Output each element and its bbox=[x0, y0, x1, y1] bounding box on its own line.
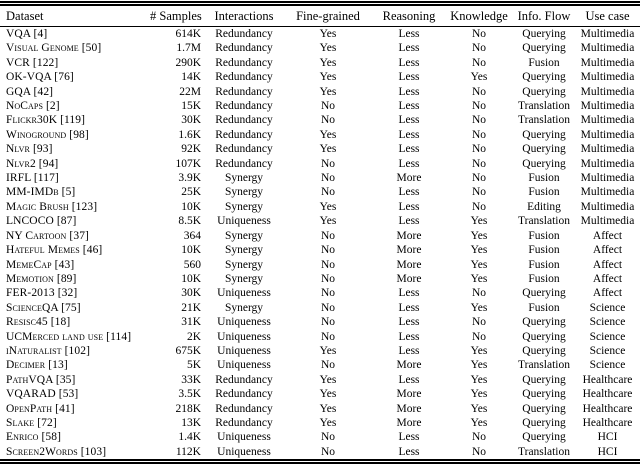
value-cell: Uniqueness bbox=[217, 431, 271, 444]
dataset-name-cell: Magic Brush [123] bbox=[6, 200, 98, 213]
column-header-dataset: Dataset bbox=[0, 4, 150, 27]
value-cell: Querying bbox=[522, 28, 566, 40]
value-cell: Less bbox=[398, 287, 420, 300]
value-cell: 364 bbox=[183, 229, 201, 242]
value-cell: Editing bbox=[527, 200, 561, 213]
value-cell: Yes bbox=[470, 402, 488, 415]
dataset-name-cell: Decimer [13] bbox=[6, 359, 68, 372]
value-cell: Multimedia bbox=[580, 172, 635, 185]
value-cell: Redundancy bbox=[215, 100, 273, 113]
value-cell: Querying bbox=[522, 143, 566, 156]
value-cell: More bbox=[396, 359, 422, 372]
dataset-name-cell: Slake [72] bbox=[6, 416, 57, 429]
value-cell: No bbox=[471, 445, 487, 458]
column-header-reasoning: Reasoning bbox=[373, 4, 445, 27]
value-cell: 14K bbox=[181, 71, 201, 84]
value-cell: Uniqueness bbox=[217, 215, 271, 228]
value-cell: Science bbox=[589, 301, 626, 314]
value-cell: Synergy bbox=[224, 200, 264, 213]
value-cell: More bbox=[396, 272, 422, 285]
dataset-name-cell: GQA [42] bbox=[6, 85, 54, 98]
value-cell: Science bbox=[589, 330, 626, 343]
dataset-name-cell: NY Cartoon [37] bbox=[6, 229, 89, 242]
value-cell: No bbox=[471, 114, 487, 127]
value-cell: Redundancy bbox=[215, 128, 273, 141]
value-cell: 25K bbox=[181, 186, 201, 199]
value-cell: 10K bbox=[181, 244, 201, 257]
value-cell: Querying bbox=[522, 128, 566, 141]
value-cell: Multimedia bbox=[580, 42, 635, 55]
value-cell: 15K bbox=[181, 100, 201, 113]
value-cell: Synergy bbox=[224, 186, 264, 199]
value-cell: Synergy bbox=[224, 172, 264, 185]
value-cell: Less bbox=[398, 28, 420, 40]
value-cell: No bbox=[320, 316, 336, 329]
value-cell: No bbox=[471, 431, 487, 444]
value-cell: Querying bbox=[522, 71, 566, 84]
value-cell: No bbox=[320, 272, 336, 285]
table-row bbox=[0, 56, 640, 70]
dataset-name-cell: MM-IMDb [5] bbox=[6, 186, 76, 199]
value-cell: Less bbox=[398, 301, 420, 314]
dataset-name-cell: LNCOCO [87] bbox=[6, 215, 77, 228]
value-cell: More bbox=[396, 229, 422, 242]
value-cell: Less bbox=[398, 71, 420, 84]
table-row bbox=[0, 430, 640, 444]
dataset-name-cell: VCR [122] bbox=[6, 56, 59, 69]
value-cell: Uniqueness bbox=[217, 287, 271, 300]
datasets-comparison-table bbox=[0, 1, 640, 464]
value-cell: Fusion bbox=[528, 186, 560, 199]
value-cell: 33K bbox=[181, 373, 201, 386]
value-cell: Less bbox=[398, 445, 420, 458]
table-row bbox=[0, 286, 640, 300]
value-cell: More bbox=[396, 388, 422, 401]
value-cell: 1.4K bbox=[178, 431, 201, 444]
value-cell: Less bbox=[398, 143, 420, 156]
value-cell: Redundancy bbox=[215, 85, 273, 98]
value-cell: 5K bbox=[186, 359, 201, 372]
value-cell: More bbox=[396, 402, 422, 415]
value-cell: Multimedia bbox=[580, 186, 635, 199]
value-cell: 112K bbox=[175, 445, 201, 458]
value-cell: 31K bbox=[181, 316, 201, 329]
value-cell: Fusion bbox=[528, 258, 560, 271]
value-cell: Querying bbox=[522, 85, 566, 98]
column-header-info-flow: Info. Flow bbox=[513, 4, 575, 27]
value-cell: Translation bbox=[518, 114, 570, 127]
column-header-knowledge: Knowledge bbox=[445, 4, 513, 27]
value-cell: Yes bbox=[470, 344, 488, 357]
value-cell: Multimedia bbox=[580, 28, 635, 40]
table-row bbox=[0, 185, 640, 199]
value-cell: 10K bbox=[181, 200, 201, 213]
dataset-name-cell: Visual Genome [50] bbox=[6, 42, 102, 55]
value-cell: Querying bbox=[522, 42, 566, 55]
table-row bbox=[0, 416, 640, 430]
table-row bbox=[0, 258, 640, 272]
table-row bbox=[0, 315, 640, 329]
value-cell: No bbox=[320, 258, 336, 271]
table-row bbox=[0, 387, 640, 401]
dataset-name-cell: Flickr30K [119] bbox=[6, 114, 86, 127]
value-cell: 218K bbox=[175, 402, 201, 415]
value-cell: 614K bbox=[175, 28, 201, 40]
value-cell: Yes bbox=[319, 143, 337, 156]
value-cell: 22M bbox=[179, 85, 201, 98]
value-cell: Redundancy bbox=[215, 28, 273, 40]
value-cell: Affect bbox=[592, 244, 623, 257]
value-cell: Less bbox=[398, 85, 420, 98]
value-cell: No bbox=[320, 445, 336, 458]
value-cell: Redundancy bbox=[215, 114, 273, 127]
dataset-name-cell: Resisc45 [18] bbox=[6, 316, 71, 329]
value-cell: Fusion bbox=[528, 172, 560, 185]
value-cell: 3.9K bbox=[178, 172, 201, 185]
value-cell: Yes bbox=[319, 215, 337, 228]
dataset-name-cell: iNaturalist [102] bbox=[6, 344, 91, 357]
value-cell: Querying bbox=[522, 330, 566, 343]
value-cell: 107K bbox=[175, 157, 201, 170]
value-cell: Yes bbox=[470, 301, 488, 314]
value-cell: More bbox=[396, 258, 422, 271]
value-cell: Less bbox=[398, 200, 420, 213]
value-cell: Less bbox=[398, 431, 420, 444]
column-header-use-case: Use case bbox=[575, 4, 640, 27]
value-cell: Less bbox=[398, 42, 420, 55]
value-cell: Less bbox=[398, 215, 420, 228]
dataset-name-cell: VQA [4] bbox=[6, 28, 48, 40]
value-cell: Multimedia bbox=[580, 85, 635, 98]
dataset-name-cell: OpenPath [41] bbox=[6, 402, 75, 415]
value-cell: Yes bbox=[470, 258, 488, 271]
table-row bbox=[0, 113, 640, 127]
dataset-name-cell: NoCaps [2] bbox=[6, 100, 60, 113]
value-cell: Yes bbox=[319, 71, 337, 84]
dataset-name-cell: ScienceQA [75] bbox=[6, 301, 81, 314]
value-cell: No bbox=[471, 100, 487, 113]
dataset-name-cell: Hateful Memes [46] bbox=[6, 244, 103, 257]
table-row bbox=[0, 272, 640, 286]
value-cell: No bbox=[320, 186, 336, 199]
value-cell: No bbox=[471, 287, 487, 300]
value-cell: Less bbox=[398, 186, 420, 199]
value-cell: Yes bbox=[319, 373, 337, 386]
value-cell: Yes bbox=[470, 388, 488, 401]
value-cell: Yes bbox=[470, 229, 488, 242]
value-cell: 13K bbox=[181, 416, 201, 429]
value-cell: Uniqueness bbox=[217, 330, 271, 343]
value-cell: Science bbox=[589, 316, 626, 329]
value-cell: 30K bbox=[181, 114, 201, 127]
dataset-name-cell: VQARAD [53] bbox=[6, 388, 79, 401]
value-cell: Yes bbox=[470, 272, 488, 285]
value-cell: Healthcare bbox=[582, 416, 633, 429]
dataset-name-cell: IRFL [117] bbox=[6, 172, 59, 185]
table-row bbox=[0, 445, 640, 462]
value-cell: Querying bbox=[522, 402, 566, 415]
dataset-name-cell: FER-2013 [32] bbox=[6, 287, 78, 300]
table-row bbox=[0, 330, 640, 344]
value-cell: Redundancy bbox=[215, 373, 273, 386]
value-cell: Querying bbox=[522, 287, 566, 300]
table-row bbox=[0, 27, 640, 42]
value-cell: 1.7M bbox=[176, 42, 201, 55]
value-cell: Yes bbox=[319, 56, 337, 69]
value-cell: Less bbox=[398, 114, 420, 127]
value-cell: Translation bbox=[518, 445, 570, 458]
value-cell: Querying bbox=[522, 316, 566, 329]
value-cell: Fusion bbox=[528, 244, 560, 257]
value-cell: Yes bbox=[319, 42, 337, 55]
value-cell: Fusion bbox=[528, 56, 560, 69]
value-cell: No bbox=[471, 316, 487, 329]
value-cell: 21K bbox=[181, 301, 201, 314]
dataset-name-cell: Nlvr [93] bbox=[6, 143, 53, 156]
value-cell: Yes bbox=[319, 344, 337, 357]
value-cell: Uniqueness bbox=[217, 445, 271, 458]
value-cell: No bbox=[471, 42, 487, 55]
value-cell: Multimedia bbox=[580, 215, 635, 228]
value-cell: Less bbox=[398, 373, 420, 386]
table-row bbox=[0, 157, 640, 171]
value-cell: 675K bbox=[175, 344, 201, 357]
table-row bbox=[0, 70, 640, 84]
value-cell: Redundancy bbox=[215, 143, 273, 156]
value-cell: No bbox=[471, 128, 487, 141]
dataset-name-cell: MemeCap [43] bbox=[6, 258, 75, 271]
table-row bbox=[0, 243, 640, 257]
value-cell: 8.5K bbox=[178, 215, 201, 228]
table-row bbox=[0, 229, 640, 243]
table-row bbox=[0, 402, 640, 416]
value-cell: No bbox=[471, 143, 487, 156]
value-cell: Multimedia bbox=[580, 100, 635, 113]
value-cell: Affect bbox=[592, 272, 623, 285]
dataset-name-cell: OK-VQA [76] bbox=[6, 71, 74, 84]
value-cell: Synergy bbox=[224, 244, 264, 257]
value-cell: Less bbox=[398, 157, 420, 170]
value-cell: 10K bbox=[181, 272, 201, 285]
value-cell: Redundancy bbox=[215, 157, 273, 170]
column-header-samples: # Samples bbox=[150, 4, 205, 27]
table-row bbox=[0, 128, 640, 142]
value-cell: No bbox=[471, 85, 487, 98]
value-cell: Redundancy bbox=[215, 42, 273, 55]
table-row bbox=[0, 344, 640, 358]
value-cell: Fusion bbox=[528, 272, 560, 285]
value-cell: HCI bbox=[597, 431, 618, 444]
value-cell: No bbox=[320, 114, 336, 127]
dataset-name-cell: Winoground [98] bbox=[6, 128, 89, 141]
value-cell: Less bbox=[398, 344, 420, 357]
dataset-name-cell: UCMerced land use [114] bbox=[6, 330, 132, 343]
value-cell: Yes bbox=[470, 416, 488, 429]
value-cell: Yes bbox=[470, 71, 488, 84]
value-cell: 560 bbox=[183, 258, 201, 271]
value-cell: Less bbox=[398, 316, 420, 329]
value-cell: No bbox=[471, 186, 487, 199]
value-cell: Yes bbox=[319, 128, 337, 141]
value-cell: Multimedia bbox=[580, 56, 635, 69]
table-row bbox=[0, 358, 640, 372]
value-cell: HCI bbox=[597, 445, 618, 458]
value-cell: More bbox=[396, 416, 422, 429]
value-cell: Yes bbox=[319, 200, 337, 213]
value-cell: Synergy bbox=[224, 229, 264, 242]
value-cell: Redundancy bbox=[215, 416, 273, 429]
value-cell: Science bbox=[589, 344, 626, 357]
value-cell: Translation bbox=[518, 100, 570, 113]
value-cell: More bbox=[396, 172, 422, 185]
value-cell: Synergy bbox=[224, 301, 264, 314]
dataset-name-cell: PathVQA [35] bbox=[6, 373, 76, 386]
value-cell: Multimedia bbox=[580, 128, 635, 141]
value-cell: Fusion bbox=[528, 229, 560, 242]
value-cell: No bbox=[320, 157, 336, 170]
value-cell: Multimedia bbox=[580, 157, 635, 170]
value-cell: Less bbox=[398, 330, 420, 343]
table-row bbox=[0, 142, 640, 156]
value-cell: No bbox=[320, 287, 336, 300]
value-cell: Yes bbox=[470, 244, 488, 257]
value-cell: Healthcare bbox=[582, 373, 633, 386]
value-cell: No bbox=[320, 229, 336, 242]
value-cell: Multimedia bbox=[580, 114, 635, 127]
value-cell: Uniqueness bbox=[217, 316, 271, 329]
value-cell: 290K bbox=[175, 56, 201, 69]
value-cell: Yes bbox=[470, 215, 488, 228]
value-cell: Yes bbox=[470, 359, 488, 372]
value-cell: Science bbox=[589, 359, 626, 372]
value-cell: Translation bbox=[518, 359, 570, 372]
value-cell: Querying bbox=[522, 388, 566, 401]
table-row bbox=[0, 85, 640, 99]
value-cell: Redundancy bbox=[215, 71, 273, 84]
table-row bbox=[0, 41, 640, 55]
value-cell: No bbox=[320, 172, 336, 185]
value-cell: Querying bbox=[522, 373, 566, 386]
table-row bbox=[0, 200, 640, 214]
value-cell: No bbox=[471, 157, 487, 170]
value-cell: Yes bbox=[319, 28, 337, 40]
value-cell: Translation bbox=[518, 215, 570, 228]
dataset-name-cell: Screen2Words [103] bbox=[6, 445, 107, 458]
value-cell: Multimedia bbox=[580, 200, 635, 213]
value-cell: Healthcare bbox=[582, 388, 633, 401]
column-header-interactions: Interactions bbox=[205, 4, 283, 27]
value-cell: Redundancy bbox=[215, 388, 273, 401]
value-cell: No bbox=[471, 200, 487, 213]
column-header-fine-grained: Fine-grained bbox=[283, 4, 373, 27]
value-cell: Yes bbox=[319, 402, 337, 415]
value-cell: More bbox=[396, 244, 422, 257]
table-row bbox=[0, 301, 640, 315]
value-cell: Less bbox=[398, 56, 420, 69]
value-cell: Fusion bbox=[528, 301, 560, 314]
dataset-name-cell: Nlvr2 [94] bbox=[6, 157, 59, 170]
dataset-name-cell: Memotion [89] bbox=[6, 272, 77, 285]
value-cell: Synergy bbox=[224, 272, 264, 285]
table-header-row bbox=[0, 4, 640, 27]
value-cell: No bbox=[320, 330, 336, 343]
value-cell: No bbox=[471, 56, 487, 69]
value-cell: No bbox=[320, 100, 336, 113]
value-cell: Less bbox=[398, 100, 420, 113]
value-cell: No bbox=[320, 244, 336, 257]
value-cell: Querying bbox=[522, 344, 566, 357]
value-cell: Yes bbox=[319, 85, 337, 98]
value-cell: No bbox=[471, 330, 487, 343]
value-cell: Uniqueness bbox=[217, 344, 271, 357]
value-cell: Querying bbox=[522, 431, 566, 444]
value-cell: Yes bbox=[319, 416, 337, 429]
value-cell: Uniqueness bbox=[217, 359, 271, 372]
table-row bbox=[0, 373, 640, 387]
value-cell: Redundancy bbox=[215, 402, 273, 415]
value-cell: Yes bbox=[319, 388, 337, 401]
value-cell: No bbox=[471, 28, 487, 40]
value-cell: 30K bbox=[181, 287, 201, 300]
value-cell: Less bbox=[398, 128, 420, 141]
table-row bbox=[0, 214, 640, 228]
table-row bbox=[0, 171, 640, 185]
value-cell: No bbox=[320, 359, 336, 372]
table-row bbox=[0, 99, 640, 113]
value-cell: 3.5K bbox=[178, 388, 201, 401]
value-cell: Healthcare bbox=[582, 402, 633, 415]
value-cell: No bbox=[471, 172, 487, 185]
value-cell: Multimedia bbox=[580, 71, 635, 84]
value-cell: Affect bbox=[592, 229, 623, 242]
value-cell: 2K bbox=[186, 330, 201, 343]
value-cell: Redundancy bbox=[215, 56, 273, 69]
dataset-name-cell: Enrico [58] bbox=[6, 431, 62, 444]
value-cell: No bbox=[320, 301, 336, 314]
value-cell: Querying bbox=[522, 416, 566, 429]
value-cell: Querying bbox=[522, 157, 566, 170]
value-cell: No bbox=[320, 431, 336, 444]
value-cell: Affect bbox=[592, 258, 623, 271]
value-cell: Affect bbox=[592, 287, 623, 300]
table-body bbox=[0, 27, 640, 462]
value-cell: Yes bbox=[470, 373, 488, 386]
value-cell: Synergy bbox=[224, 258, 264, 271]
value-cell: 92K bbox=[181, 143, 201, 156]
value-cell: 1.6K bbox=[178, 128, 201, 141]
value-cell: Multimedia bbox=[580, 143, 635, 156]
